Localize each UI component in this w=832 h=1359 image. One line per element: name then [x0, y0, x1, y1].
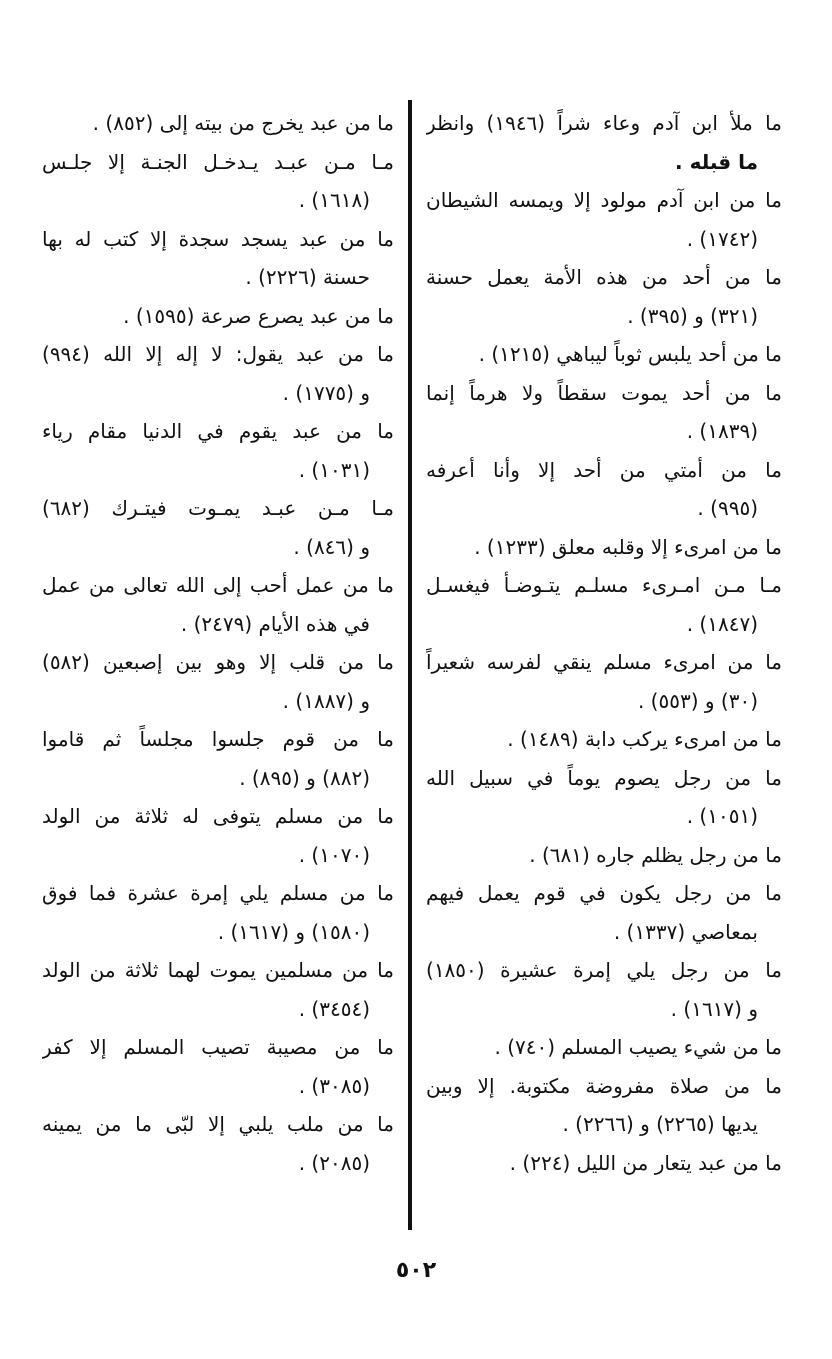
entry-line: ما من رجل يظلم جاره (٦٨١) .	[529, 842, 782, 867]
index-entry	[426, 451, 782, 528]
index-entry	[42, 220, 394, 297]
entry-line: بمعاصي (١٣٣٧) .	[613, 919, 758, 944]
entry-line: ما ملأ ابن آدم وعاء شراً (١٩٤٦) وانظر	[426, 111, 782, 135]
index-entry	[426, 1028, 782, 1067]
entry-line: و (٨٤٦) .	[293, 534, 370, 559]
entry-line: (٣٢١) و (٣٩٥) .	[627, 303, 758, 328]
entry-line: ما من مسلم يتوفى له ثلاثة من الولد	[42, 804, 394, 828]
entry-line: ما من عبد يتعار من الليل (٢٢٤) .	[509, 1150, 782, 1175]
entry-line: ما من عبد يقوم في الدنيا مقام رياء	[42, 419, 394, 443]
entry-line: ما من عبد يقول: لا إله إلا الله (٩٩٤)	[42, 342, 394, 366]
entry-line: ما قبله .	[675, 149, 758, 174]
entry-line: ما من صلاة مفروضة مكتوبة. إلا وبين	[426, 1073, 782, 1098]
entry-line: (١٠٥١) .	[686, 804, 758, 828]
index-entry	[42, 412, 394, 489]
index-entry	[42, 297, 394, 336]
entry-line: (٢٠٨٥) .	[298, 1150, 370, 1175]
entry-line: يديها (٢٢٦٥) و (٢٢٦٦) .	[562, 1112, 758, 1136]
index-entry	[42, 1028, 394, 1105]
entry-line: ما من قلب إلا وهو بين إصبعين (٥٨٢)	[42, 650, 394, 674]
index-entry	[42, 566, 394, 643]
index-entry	[426, 1144, 782, 1183]
entry-line: (١٧٤٢) .	[686, 226, 758, 251]
index-entry	[426, 335, 782, 374]
entry-line: ما من عبد يخرج من بيته إلى (٨٥٢) .	[92, 111, 394, 135]
entry-line: ما من عبد يصرع صرعة (١٥٩٥) .	[123, 303, 394, 328]
right-column	[426, 104, 782, 1182]
entry-line: (٩٩٥) .	[697, 496, 758, 520]
index-entry	[42, 643, 394, 720]
index-entry	[42, 489, 394, 566]
entry-line: (٣٤٥٤) .	[298, 996, 370, 1021]
entry-line: (١٨٤٧) .	[686, 611, 758, 636]
entry-line: ما من امرىء يركب دابة (١٤٨٩) .	[507, 727, 782, 751]
page-number: ٥٠٢	[395, 1258, 437, 1283]
entry-line: و (١٦١٧) .	[670, 996, 758, 1021]
entry-line: ما من مسلمين يموت لهما ثلاثة من الولد	[42, 958, 394, 982]
entry-line: ما من قوم جلسوا مجلساً ثم قاموا	[42, 727, 394, 751]
entry-line: ما من ملب يلبي إلا لبّى ما من يمينه	[42, 1112, 394, 1136]
entry-line: (٣٠٨٥) .	[298, 1073, 370, 1098]
entry-line: و (١٨٨٧) .	[282, 688, 370, 713]
index-entry	[42, 143, 394, 220]
entry-line: مـا مـن عبـد يمـوت فيتـرك (٦٨٢)	[42, 496, 394, 520]
entry-line: (١٨٣٩) .	[686, 419, 758, 443]
entry-line: ما من أحد يموت سقطاً ولا هرماً إنما	[426, 380, 782, 405]
index-entry	[426, 104, 782, 181]
entry-line: ما من مصيبة تصيب المسلم إلا كفر	[42, 1035, 394, 1059]
index-entry	[426, 720, 782, 759]
index-entry	[42, 951, 394, 1028]
entry-line: (٨٨٢) و (٨٩٥) .	[239, 765, 370, 790]
entry-line: مـا مـن عبـد يـدخـل الجنـة إلا جلـس	[42, 149, 394, 174]
index-entry	[426, 1067, 782, 1144]
index-entry	[426, 374, 782, 451]
entry-line: ما من أمتي من أحد إلا وأنا أعرفه	[426, 457, 782, 482]
index-entry	[42, 797, 394, 874]
entry-line: ما من رجل يصوم يوماً في سبيل الله	[426, 765, 782, 790]
entry-line: حسنة (٢٢٢٦) .	[245, 265, 370, 289]
entry-line: ما من أحد من هذه الأمة يعمل حسنة	[426, 265, 782, 289]
entry-line: (١٠٧٠) .	[298, 842, 370, 867]
index-entry	[42, 104, 394, 143]
entry-line: (١٥٨٠) و (١٦١٧) .	[217, 919, 370, 944]
entry-line: (١٦١٨) .	[298, 188, 370, 212]
entry-line: ما من مسلم يلي إمرة عشرة فما فوق	[42, 881, 394, 905]
entry-line: ما من أحد يلبس ثوباً ليباهي (١٢١٥) .	[478, 342, 782, 366]
index-entry	[426, 759, 782, 836]
index-entry	[42, 720, 394, 797]
left-column	[42, 104, 394, 1182]
index-entry	[426, 836, 782, 875]
entry-line: مـا مـن امـرىء مسلـم يتـوضـأ فيغسـل	[426, 573, 782, 597]
index-entry	[426, 951, 782, 1028]
entry-line: ما من رجل يكون في قوم يعمل فيهم	[426, 881, 782, 905]
entry-line: (١٠٣١) .	[298, 457, 370, 482]
entry-line: ما من شيء يصيب المسلم (٧٤٠) .	[494, 1035, 782, 1059]
entry-line: (٣٠) و (٥٥٣) .	[637, 688, 758, 713]
index-entry	[42, 874, 394, 951]
entry-line: ما من عمل أحب إلى الله تعالى من عمل	[42, 573, 394, 597]
entry-line: ما من رجل يلي إمرة عشيرة (١٨٥٠)	[426, 958, 782, 982]
column-divider	[408, 100, 412, 1230]
entry-line: في هذه الأيام (٢٤٧٩) .	[180, 611, 370, 636]
index-entry	[426, 566, 782, 643]
index-entry	[426, 258, 782, 335]
entry-line: ما من امرىء مسلم ينقي لفرسه شعيراً	[426, 650, 782, 674]
entry-line: ما من ابن آدم مولود إلا ويمسه الشيطان	[426, 188, 782, 212]
index-entry	[426, 643, 782, 720]
index-entry	[426, 528, 782, 567]
index-entry	[426, 874, 782, 951]
entry-line: ما من امرىء إلا وقلبه معلق (١٢٣٣) .	[474, 534, 782, 559]
entry-line: ما من عبد يسجد سجدة إلا كتب له بها	[42, 226, 394, 251]
index-entry	[42, 335, 394, 412]
index-entry	[42, 1105, 394, 1182]
index-entry	[426, 181, 782, 258]
entry-line: و (١٧٧٥) .	[282, 380, 370, 405]
